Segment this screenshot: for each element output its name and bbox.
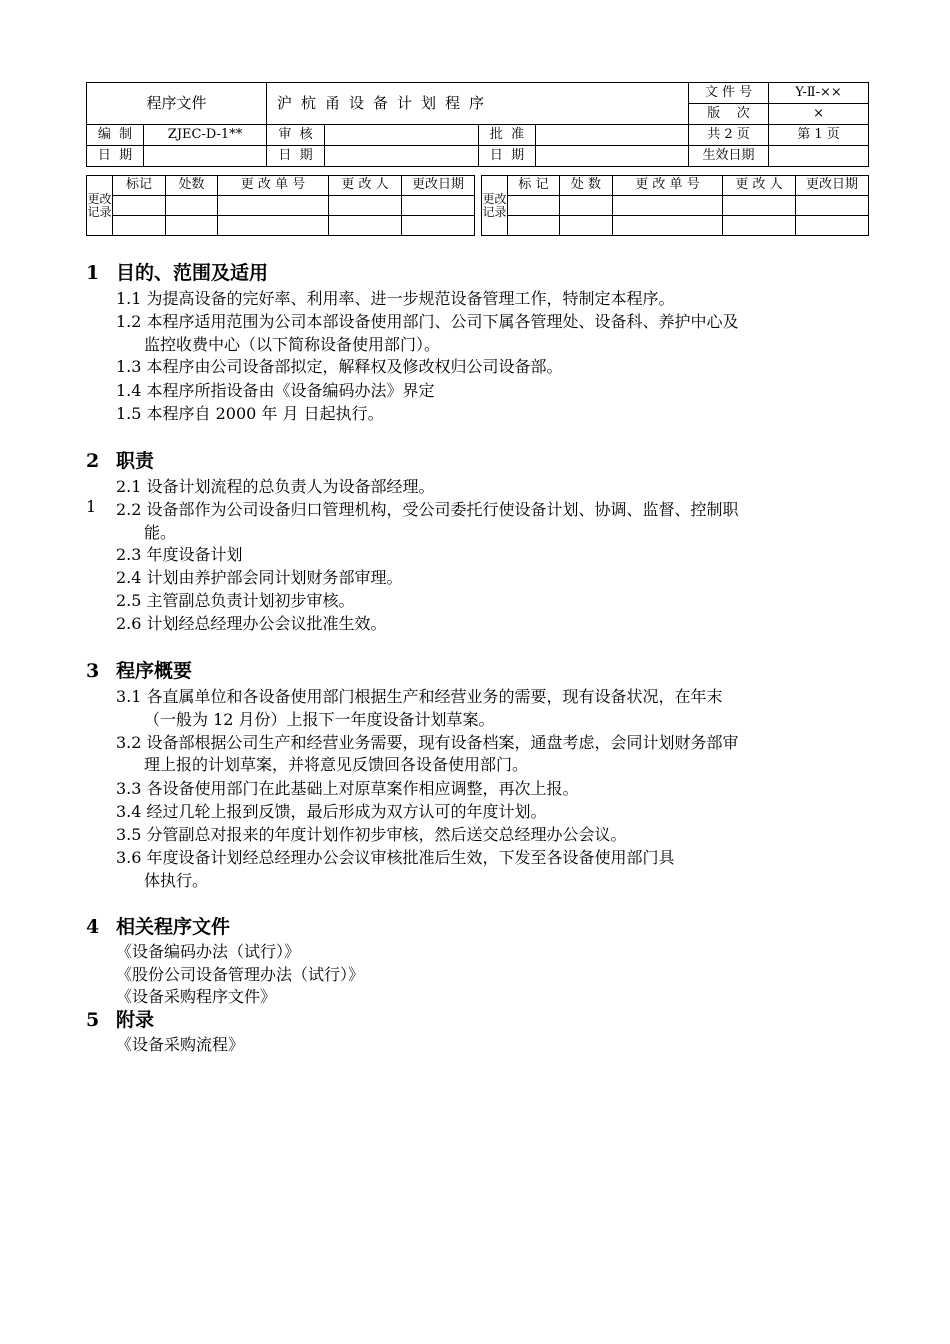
paragraph-line: 1.2 本程序适用范围为公司本部设备使用部门、公司下属各管理处、设备科、养护中心及 — [116, 312, 739, 331]
date-value-1 — [144, 146, 267, 167]
section-title: 相关程序文件 — [116, 916, 231, 938]
doc-type: 程序文件 — [87, 83, 267, 125]
paragraph-continuation: （一般为 12 月份）上报下一年度设备计划草案。 — [144, 710, 495, 729]
paragraph-line: 1.1 为提高设备的完好率、利用率、进一步规范设备管理工作，特制定本程序。 — [116, 289, 675, 308]
column-header: 处 数 — [560, 176, 613, 196]
file-no-label: 文 件 号 — [689, 83, 769, 104]
paragraph-line: 1.3 本程序由公司设备部拟定，解释权及修改权归公司设备部。 — [116, 357, 563, 376]
column-header: 更 改 人 — [329, 176, 402, 196]
column-header: 更改日期 — [402, 176, 475, 196]
section-heading — [86, 656, 192, 683]
change-record-table-right — [481, 175, 869, 236]
column-header: 更 改 单 号 — [613, 176, 723, 196]
review-value — [325, 125, 479, 146]
version-value: × — [769, 104, 869, 125]
compiled-value: ZJEC-D-1** — [144, 125, 267, 146]
paragraph-line: 3.6 年度设备计划经总经理办公会议审核批准后生效，下发至各设备使用部门具 — [116, 848, 675, 867]
section-number: 5 — [86, 1009, 100, 1031]
section-title: 程序概要 — [116, 660, 193, 682]
date-value-2 — [325, 146, 479, 167]
paragraph-line: 2.5 主管副总负责计划初步审核。 — [116, 591, 355, 610]
reference-doc: 《股份公司设备管理办法（试行）》 — [116, 965, 365, 984]
paragraph-continuation: 理上报的计划草案，并将意见反馈回各设备使用部门。 — [144, 755, 529, 774]
approve-value — [536, 125, 689, 146]
effective-date-label: 生效日期 — [689, 146, 769, 167]
section-title: 附录 — [116, 1009, 155, 1031]
document-header-table — [86, 82, 869, 167]
section-number: 4 — [86, 916, 100, 938]
reference-doc: 《设备编码办法（试行）》 — [116, 942, 301, 961]
total-pages: 共 2 页 — [689, 125, 769, 146]
version-label: 版 次 — [689, 104, 769, 125]
review-label: 审 核 — [267, 125, 325, 146]
appendix-item: 《设备采购流程》 — [116, 1035, 245, 1054]
paragraph-line: 2.6 计划经总经理办公会议批准生效。 — [116, 614, 387, 633]
compiled-label: 编 制 — [87, 125, 144, 146]
section-number: 1 — [86, 262, 100, 284]
column-header: 更 改 人 — [723, 176, 796, 196]
section-number: 2 — [86, 450, 100, 472]
paragraph-line: 2.4 计划由养护部会同计划财务部审理。 — [116, 568, 403, 587]
column-header: 处数 — [166, 176, 218, 196]
date-label-1: 日 期 — [87, 146, 144, 167]
date-label-3: 日 期 — [479, 146, 536, 167]
reference-doc: 《设备采购程序文件》 — [116, 987, 277, 1006]
paragraph-line: 1.4 本程序所指设备由《设备编码办法》界定 — [116, 381, 435, 400]
section-title: 职责 — [116, 450, 155, 472]
paragraph-line: 3.5 分管副总对报来的年度计划作初步审核，然后送交总经理办公会议。 — [116, 825, 627, 844]
date-label-2: 日 期 — [267, 146, 325, 167]
section-heading — [86, 446, 154, 473]
change-record-table-left — [86, 175, 475, 236]
column-header: 更改日期 — [796, 176, 869, 196]
doc-title: 沪杭甬设备计划程序 — [267, 83, 689, 125]
change-record-label: 更改记录 — [87, 176, 113, 236]
paragraph-continuation: 监控收费中心（以下简称设备使用部门）。 — [144, 335, 441, 354]
column-header: 更 改 单 号 — [218, 176, 329, 196]
file-no-value: Y-Ⅱ-×× — [769, 83, 869, 104]
date-value-3 — [536, 146, 689, 167]
paragraph-line: 3.1 各直属单位和各设备使用部门根据生产和经营业务的需要，现有设备状况，在年末 — [116, 687, 723, 706]
section-heading — [86, 912, 230, 939]
page-number: 第 1 页 — [769, 125, 869, 146]
section-number: 3 — [86, 660, 100, 682]
paragraph-line: 1.5 本程序自 2000 年 月 日起执行。 — [116, 404, 384, 423]
paragraph-line: 3.3 各设备使用部门在此基础上对原草案作相应调整，再次上报。 — [116, 779, 579, 798]
paragraph-continuation: 体执行。 — [144, 871, 209, 890]
section-title: 目的、范围及适用 — [116, 262, 269, 284]
change-record-label: 更改记录 — [482, 176, 508, 236]
paragraph-continuation: 能。 — [144, 523, 177, 542]
paragraph-line: 3.4 经过几轮上报到反馈，最后形成为双方认可的年度计划。 — [116, 802, 547, 821]
column-header: 标 记 — [508, 176, 560, 196]
margin-number: 1 — [86, 497, 97, 516]
column-header: 标记 — [113, 176, 166, 196]
effective-date-value — [769, 146, 869, 167]
section-heading — [86, 1005, 154, 1032]
paragraph-line: 2.1 设备计划流程的总负责人为设备部经理。 — [116, 477, 435, 496]
paragraph-line: 2.2 设备部作为公司设备归口管理机构，受公司委托行使设备计划、协调、监督、控制职 — [116, 500, 739, 519]
paragraph-line: 3.2 设备部根据公司生产和经营业务需要，现有设备档案，通盘考虑，会同计划财务部审 — [116, 733, 739, 752]
paragraph-line: 2.3 年度设备计划 — [116, 545, 243, 564]
section-heading — [86, 258, 268, 285]
approve-label: 批 准 — [479, 125, 536, 146]
